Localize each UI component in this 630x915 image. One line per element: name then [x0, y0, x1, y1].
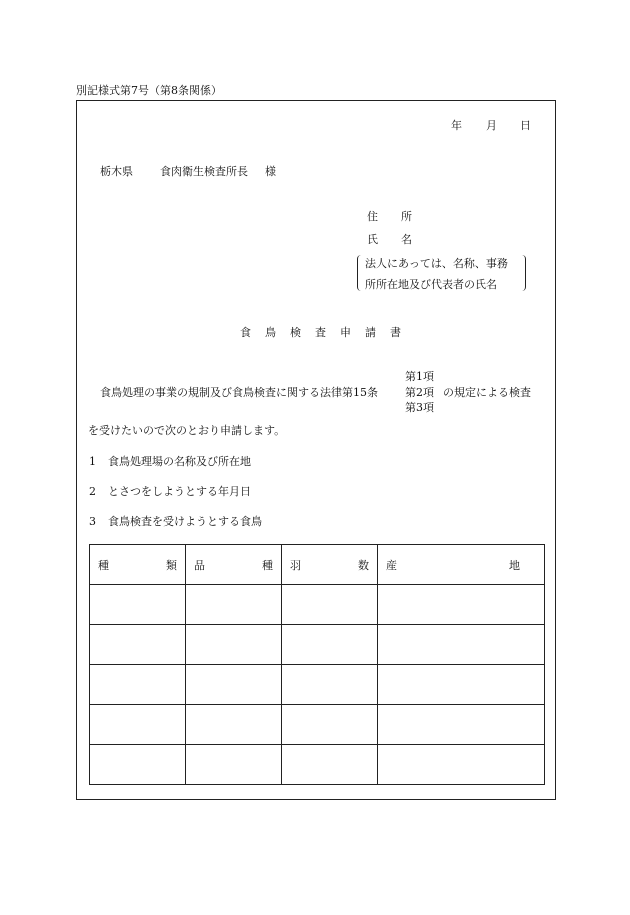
- table-cell[interactable]: [282, 665, 378, 705]
- body-text-before: 食鳥処理の事業の規制及び食鳥検査に関する法律第15条: [100, 386, 378, 399]
- table-cell[interactable]: [90, 705, 186, 745]
- table-cell[interactable]: [186, 665, 282, 705]
- table-cell[interactable]: [378, 665, 545, 705]
- title-char: 鳥: [265, 326, 276, 339]
- item-text: 食鳥処理場の名称及び所在地: [108, 455, 251, 468]
- table-cell[interactable]: [186, 585, 282, 625]
- addressee-office: 食肉衛生検査所長: [160, 165, 248, 178]
- address-label-2: 所: [401, 210, 412, 223]
- header-type: 種 類: [90, 545, 186, 585]
- title-char: 請: [365, 326, 376, 339]
- item-text: 食鳥検査を受けようとする食鳥: [108, 515, 262, 528]
- header-breed: 品 種: [186, 545, 282, 585]
- table-cell[interactable]: [90, 585, 186, 625]
- table-row: [90, 585, 545, 625]
- item-number: 2: [89, 485, 96, 498]
- clause-3: 第3項: [405, 401, 434, 414]
- table-cell[interactable]: [90, 625, 186, 665]
- item-number: 3: [89, 515, 96, 528]
- table-cell[interactable]: [90, 745, 186, 785]
- document-title: [240, 327, 415, 338]
- address-label-1: 住: [367, 210, 378, 223]
- title-char: 査: [315, 326, 326, 339]
- addressee-honorific: 様: [265, 165, 276, 178]
- name-label-1: 氏: [367, 233, 378, 246]
- table-cell[interactable]: [282, 585, 378, 625]
- date-year: 年: [451, 119, 462, 132]
- table-cell[interactable]: [378, 705, 545, 745]
- table-cell[interactable]: [186, 745, 282, 785]
- table-header-row: [90, 545, 545, 585]
- title-char: 食: [240, 326, 251, 339]
- corporation-note-line1: 法人にあっては、名称、事務: [365, 257, 508, 270]
- date-month: 月: [486, 119, 497, 132]
- title-char: 書: [390, 326, 401, 339]
- item-number: 1: [89, 455, 96, 468]
- item-text: とさつをしようとする年月日: [108, 485, 251, 498]
- table-row: [90, 745, 545, 785]
- table-cell[interactable]: [378, 745, 545, 785]
- table-cell[interactable]: [186, 705, 282, 745]
- list-item: [89, 486, 251, 497]
- table-row: [90, 625, 545, 665]
- table-cell[interactable]: [282, 705, 378, 745]
- table-cell[interactable]: [378, 585, 545, 625]
- name-label-2: 名: [401, 233, 412, 246]
- addressee-prefecture: 栃木県: [100, 165, 133, 178]
- table-cell[interactable]: [282, 745, 378, 785]
- table-cell[interactable]: [282, 625, 378, 665]
- body-text-after: の規定による検査: [443, 386, 531, 399]
- table-cell[interactable]: [186, 625, 282, 665]
- table-cell[interactable]: [378, 625, 545, 665]
- header-origin: 産 地: [378, 545, 545, 585]
- header-count: 羽 数: [282, 545, 378, 585]
- title-char: 申: [340, 326, 351, 339]
- form-code: 別記様式第7号（第8条関係）: [76, 84, 222, 97]
- body-line-2: を受けたいので次のとおり申請します。: [88, 424, 286, 437]
- list-item: [89, 516, 262, 527]
- title-char: 検: [290, 326, 301, 339]
- corporation-note-line2: 所所在地及び代表者の氏名: [365, 278, 497, 291]
- date-day: 日: [520, 119, 531, 132]
- table-row: [90, 665, 545, 705]
- clause-2: 第2項: [405, 386, 434, 399]
- list-item: [89, 456, 251, 467]
- table-row: [90, 705, 545, 745]
- bird-table: [89, 544, 545, 785]
- table-cell[interactable]: [90, 665, 186, 705]
- clause-1: 第1項: [405, 370, 434, 383]
